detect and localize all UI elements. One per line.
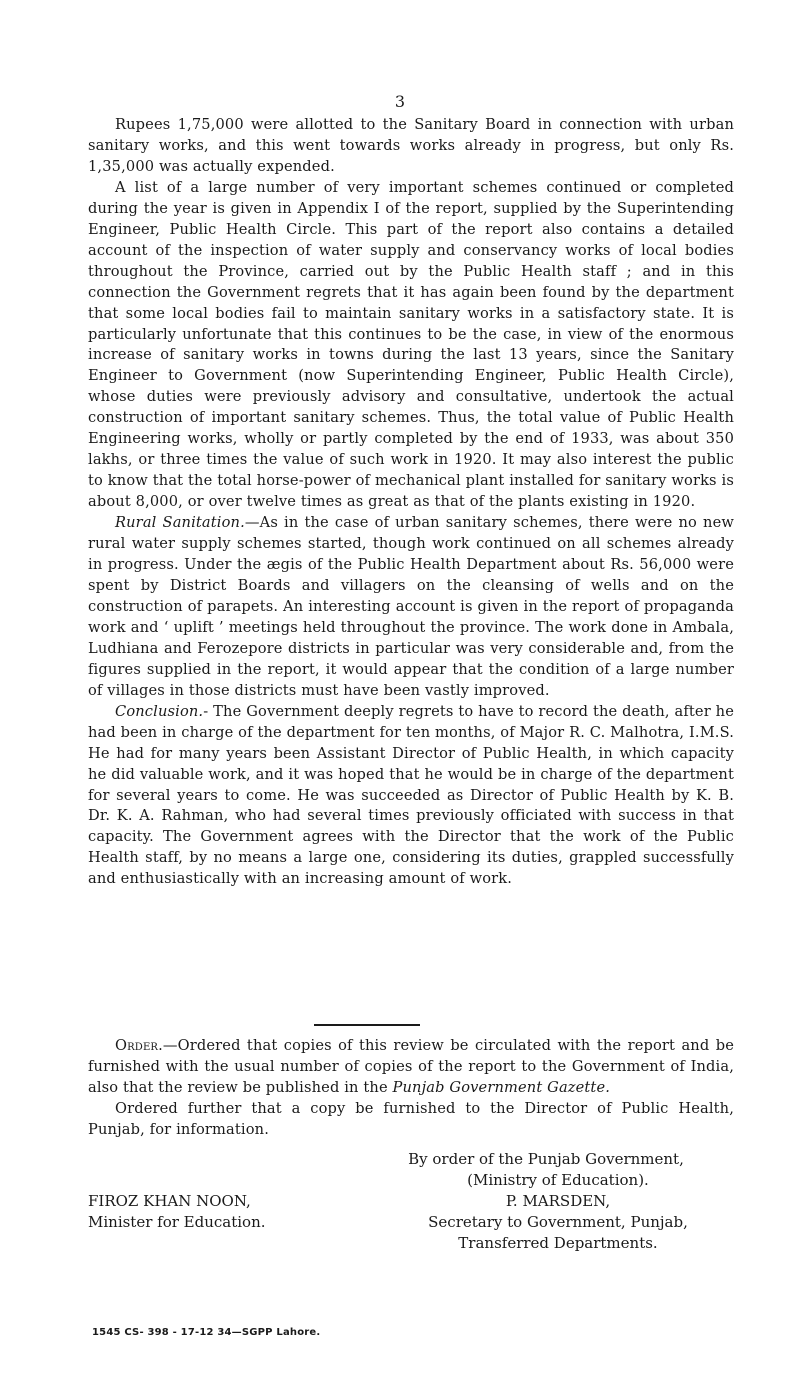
secretary-title: Secretary to Government, Punjab, [428, 1213, 688, 1231]
section-divider [314, 1024, 420, 1026]
ministry-line: (Ministry of Education). [467, 1171, 649, 1189]
rural-sanitation-text: —As in the case of urban sanitary schemes, there were no new rural water supply schemes started, though work continued on all schemes already in progress. Under the ægis of the Public Health Department about Rs. 56,000 were spent by District Boards and villagers on the cleansing of wells and on the construction of parapets. An interesting account is given in the report of propaganda work and ‘ uplift ’ meetings held throughout the province. The work done in Ambala, Ludhiana and Ferozepore districts in particular was very considerable and, from the figures supplied in the report, it would appear that the condition of a large number of villages in those districts must have been vastly improved. [88, 514, 735, 699]
paragraph-conclusion [88, 702, 734, 891]
gazette-name: Punjab Government Gazette. [392, 1078, 611, 1096]
minister-title: Minister for Education. [88, 1213, 266, 1231]
order-further-paragraph: Ordered further that a copy be furnished to the Director of Public Health, Punjab, for information. [88, 1099, 734, 1138]
secretary-signature-block [382, 1149, 734, 1254]
paragraph-schemes: A list of a large number of very important schemes continued or completed during the year is given in Appendix I of the report, supplied by the Superintending Engineer, Public Health Circle. This part of the report also contains a detailed account of the inspection of water supply and conservancy works of local bodies throughout the Province, carried out by the Public Health staff ; and in this connection the Government regrets that it has again been found by the department that some local bodies fail to maintain sanitary works in a satisfactory state. It is particularly unfortunate that this continues to be the case, in view of the enormous increase of sanitary works in towns during the last 13 years, since the Sanitary Engineer to Government (now Superintending Engineer, Public Health Circle), whose duties were previously advisory and consultative, undertook the actual construction of important sanitary schemes. Thus, the total value of Public Health Engineering works, wholly or partly completed by the end of 1933, was about 350 lakhs, or three times the value of such work in 1920. It may also interest the public to know that the total horse-power of mechanical plant installed for sanitary works is about 8,000, or over twelve times as great as that of the plants existing in 1920. [88, 178, 734, 511]
paragraph-urban-funds: Rupees 1,75,000 were allotted to the Sanitary Board in connection with urban sanitary works, and this went towards works already in progress, but only Rs. 1,35,000 was actually expended. [88, 116, 734, 175]
secretary-name: P. MARSDEN, [505, 1192, 611, 1210]
conclusion-text: - The Government deeply regrets to have to record the death, after he had been in charge of the department for ten months, of Major R. C. Malhotra, I.M.S. He had for many years been Assistant Director of Public Health, in which capacity he did valuable work, and it was hoped that he would be in charge of the department for several years to come. He was succeeded as Director of Public Health by K. B. Dr. K. A. Rahman, who had several times previously officiated with success in that capacity. The Government agrees with the Director that the work of the Public Health staff, by no means a large one, considering its duties, grappled successfully and enthusiastically with an increasing amount of work. [88, 702, 734, 888]
printer-imprint: 1545 CS- 398 - 17-12 34—SGPP Lahore. [92, 1327, 321, 1338]
paragraph-rural-sanitation [88, 513, 734, 702]
minister-name: FIROZ KHAN NOON, [88, 1192, 251, 1210]
by-order-line: By order of the Punjab Government, [408, 1150, 684, 1168]
rural-sanitation-heading: Rural Sanitation. [115, 514, 245, 532]
order-paragraph [88, 1036, 734, 1099]
page-number: 3 [394, 92, 406, 111]
order-label: Order. [115, 1037, 163, 1054]
conclusion-heading: Conclusion. [115, 702, 204, 720]
review-body [88, 115, 734, 890]
minister-signature-block [88, 1191, 388, 1233]
secretary-department: Transferred Departments. [458, 1234, 658, 1252]
order-text: —Ordered that copies of this review be circulated with the report and be furnished with the usual number of copies of the report to the Government of India, also that the review be published in the [88, 1037, 734, 1096]
order-section [88, 1036, 734, 1141]
